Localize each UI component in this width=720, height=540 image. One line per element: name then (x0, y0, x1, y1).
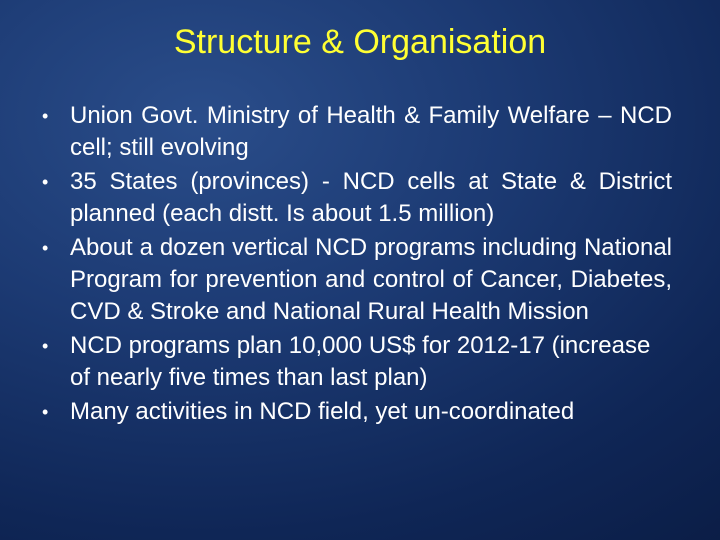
bullet-icon: • (42, 172, 49, 192)
bullet-text: Many activities in NCD field, yet un-coordinated (70, 398, 575, 425)
bullet-icon: • (42, 106, 49, 126)
bullet-icon: • (42, 402, 49, 422)
bullet-icon: • (42, 238, 49, 258)
bullet-item (42, 330, 672, 394)
bullet-item (42, 396, 672, 428)
bullet-text: Union Govt. Ministry of Health & Family Welfare – NCD cell; still evolving (70, 102, 672, 161)
bullet-text: About a dozen vertical NCD programs including National Program for prevention and control of Cancer, Diabetes, CVD & Stroke and National Rural Health Mission (70, 234, 672, 325)
bullet-text: NCD programs plan 10,000 US$ for 2012-17 (increase of nearly five times than last plan) (70, 332, 651, 391)
bullet-list (42, 100, 672, 430)
bullet-icon: • (42, 336, 49, 356)
slide-title: Structure & Organisation (173, 23, 547, 61)
bullet-text: 35 States (provinces) - NCD cells at State & District planned (each distt. Is about 1.5 million) (70, 168, 672, 227)
bullet-item (42, 166, 672, 230)
bullet-item (42, 100, 672, 164)
bullet-item (42, 232, 672, 328)
